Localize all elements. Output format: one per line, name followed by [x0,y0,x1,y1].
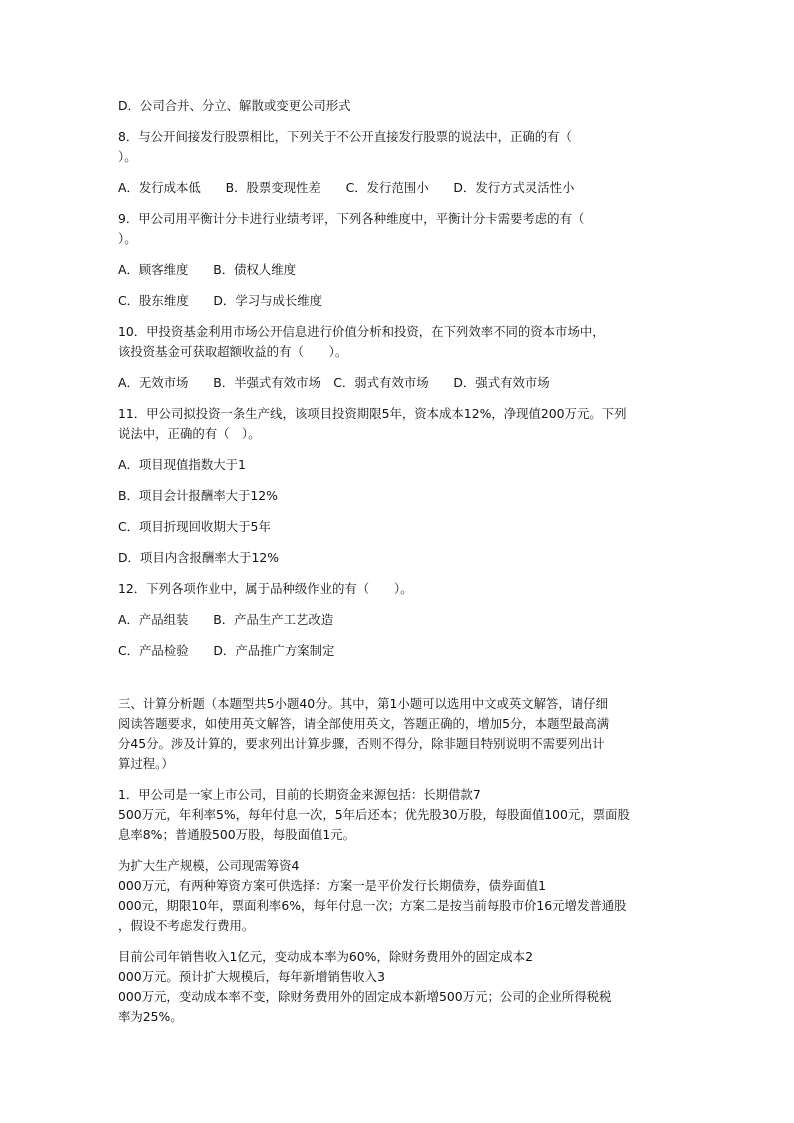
section-3-heading-cont: 阅读答题要求，如使用英文解答，请全部使用英文，答题正确的，增加5分，本题型最高满 [118,716,610,731]
calc-question-1: 1．甲公司是一家上市公司，目前的长期资金来源包括：长期借款7 [118,787,481,802]
question-10: 10．甲投资基金利用市场公开信息进行价值分析和投资，在下列效率不同的资本市场中， [118,324,605,339]
question-11: 11．甲公司拟投资一条生产线，该项目投资期限5年，资本成本12%，净现值200万元。下列 [118,406,627,421]
calc-paragraph-3: 目前公司年销售收入1亿元，变动成本率为60%，除财务费用外的固定成本2 [118,949,534,964]
question-11-cont: 说法中，正确的有（ ）。 [118,426,261,441]
question-8-cont: ）。 [118,149,137,164]
question-10-options: A．无效市场 B．半强式有效市场 C．弱式有效市场 D．强式有效市场 [118,375,550,390]
option-line: D．公司合并、分立、解散或变更公司形式 [118,98,351,113]
calc-paragraph-2: 为扩大生产规模，公司现需筹资4 [118,858,300,873]
calc-paragraph-2-cont: 000元，期限10年，票面利率6%，每年付息一次；方案二是按当前每股市价16元增发普通股 [118,898,627,913]
calc-paragraph-2-cont: 000万元，有两种筹资方案可供选择：方案一是平价发行长期债券，债券面值1 [118,878,547,893]
question-11-option-a: A．项目现值指数大于1 [118,457,246,472]
question-9: 9．甲公司用平衡计分卡进行业绩考评，下列各种维度中，平衡计分卡需要考虑的有（ [118,211,585,226]
document-page [118,96,678,1027]
question-10-cont: 该投资基金可获取超额收益的有（ ）。 [118,344,348,359]
calc-question-1-cont: 500万元，年利率5%，每年付息一次，5年后还本；优先股30万股，每股面值100元，票面股 [118,807,630,822]
question-9-cont: ）。 [118,231,137,246]
question-11-option-c: C．项目折现回收期大于5年 [118,519,271,534]
question-11-option-d: D．项目内含报酬率大于12% [118,550,279,565]
section-3-heading-cont: 分45分。涉及计算的，要求列出计算步骤，否则不得分，除非题目特别说明不需要列出计 [118,736,605,751]
question-12-options-ab: A．产品组装 B．产品生产工艺改造 [118,612,334,627]
question-9-options-cd: C．股东维度 D．学习与成长维度 [118,293,323,308]
calc-question-1-cont: 息率8%；普通股500万股，每股面值1元。 [118,827,356,842]
section-3-heading: 三、计算分析题（本题型共5小题40分。其中，第1小题可以选用中文或英文解答，请仔细 [118,696,608,711]
calc-paragraph-3-cont: 000万元，变动成本率不变，除财务费用外的固定成本新增500万元；公司的企业所得税税 [118,989,612,1004]
question-8: 8．与公开间接发行股票相比，下列关于不公开直接发行股票的说法中，正确的有（ [118,129,572,144]
question-9-options-ab: A．顾客维度 B．债权人维度 [118,262,297,277]
calc-paragraph-3-cont: 率为25%。 [118,1009,183,1024]
calc-paragraph-3-cont: 000万元。预计扩大规模后，每年新增销售收入3 [118,969,385,984]
calc-paragraph-2-cont: ，假设不考虑发行费用。 [118,918,255,933]
question-12: 12．下列各项作业中，属于品种级作业的有（ ）。 [118,581,413,596]
section-3-heading-cont: 算过程。） [118,756,174,771]
question-11-option-b: B．项目会计报酬率大于12% [118,488,278,503]
question-8-options: A．发行成本低 B．股票变现性差 C．发行范围小 D．发行方式灵活性小 [118,180,575,195]
question-12-options-cd: C．产品检验 D．产品推广方案制定 [118,643,335,658]
